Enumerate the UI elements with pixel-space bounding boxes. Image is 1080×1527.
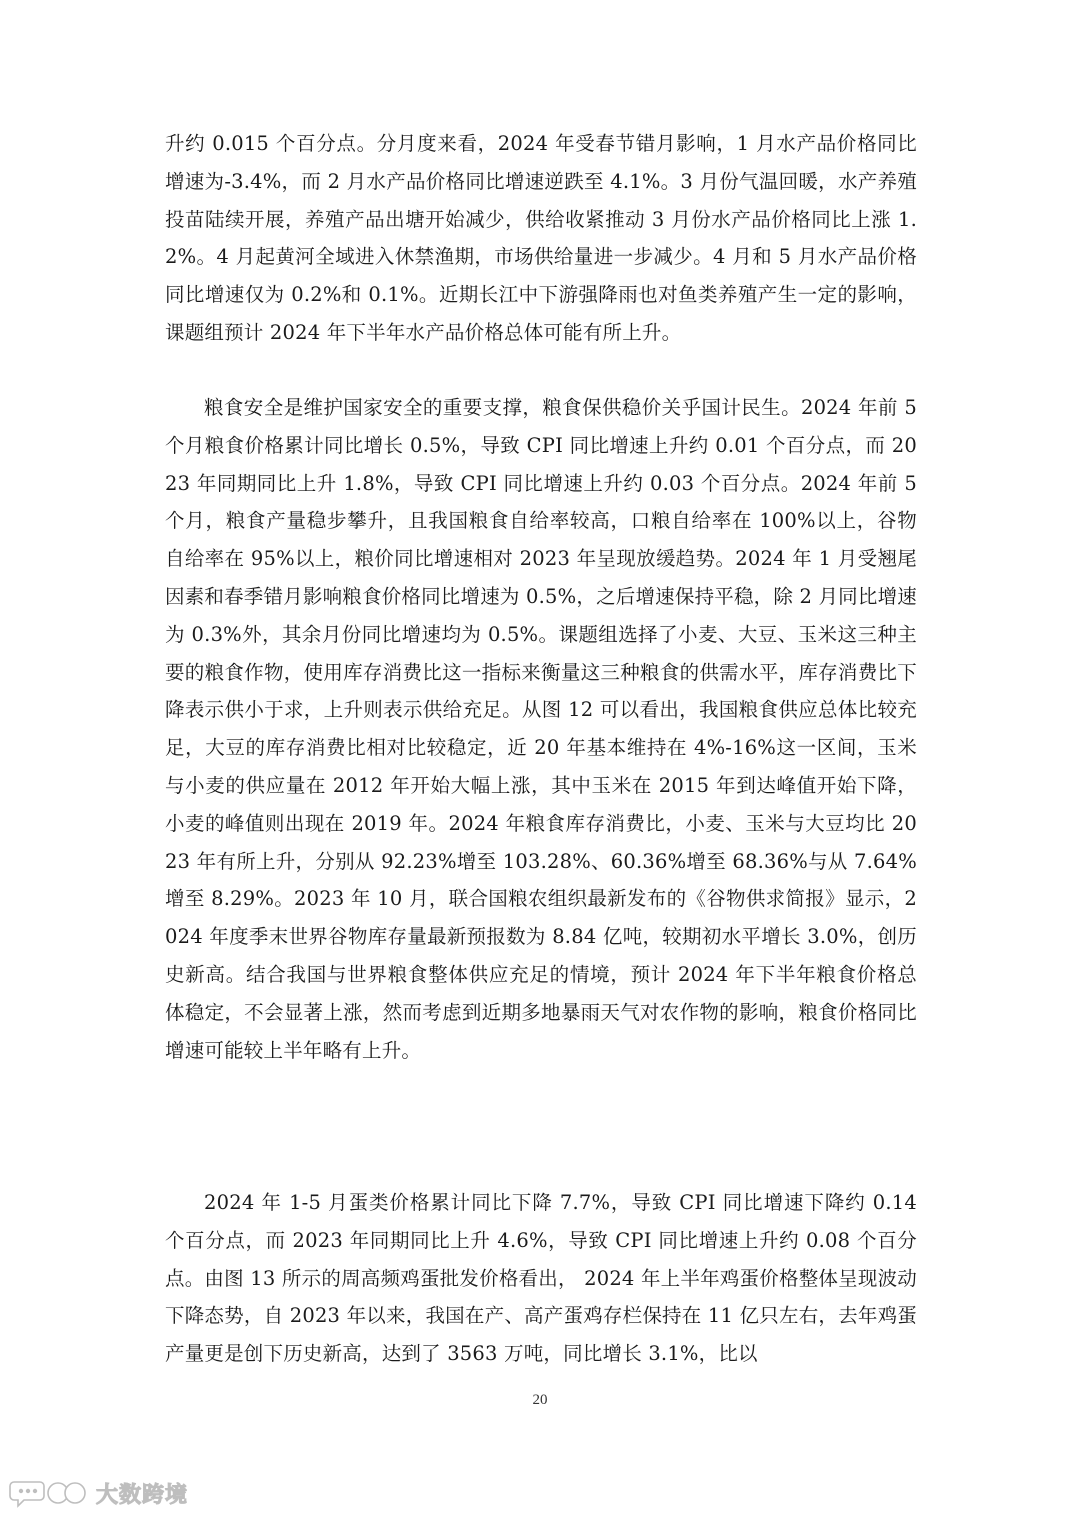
paragraph-egg-prices: 2024 年 1-5 月蛋类价格累计同比下降 7.7%，导致 CPI 同比增速下降约 0.14 个百分点，而 2023 年同期同比上升 4.6%，导致 CPI 同比增速上升约 0.08 个百分点。由图 13 所示的周高频鸡蛋批发价格看出， 2024 年上半年鸡蛋价格整体呈现波动下降态势，自 2023 年以来，我国在产、高产蛋鸡存栏保持在 11 亿只左右，去年鸡蛋产量更是创下历史新高，达到了 3563 万吨，同比增长 3.1%，比以 [165, 1191, 917, 1366]
watermark-text: 大数跨境 [96, 1482, 189, 1508]
speech-bubble-logo-icon [8, 1478, 90, 1508]
paragraph-aquatic-products: 升约 0.015 个百分点。分月度来看，2024 年受春节错月影响，1 月水产品价格同比增速为-3.4%，而 2 月水产品价格同比增速逆跌至 4.1%。3 月份气温回暖，水产养殖投苗陆续开展，养殖产品出塘开始减少，供给收紧推动 3 月份水产品价格同比上涨 1.2%。4 月起黄河全域进入休禁渔期，市场供给量进一步减少。4 月和 5 月水产品价格同比增速仅为 0.2%和 0.1%。近期长江中下游强降雨也对鱼类养殖产生一定的影响，课题组预计 2024 年下半年水产品价格总体可能有所上升。 [165, 132, 917, 344]
paragraph-grain-security: 粮食安全是维护国家安全的重要支撑，粮食保供稳价关乎国计民生。2024 年前 5 个月粮食价格累计同比增长 0.5%，导致 CPI 同比增速上升约 0.01 个百分点，而 2023 年同期同比上升 1.8%，导致 CPI 同比增速上升约 0.03 个百分点。2024 年前 5 个月，粮食产量稳步攀升，且我国粮食自给率较高，口粮自给率在 100%以上，谷物自给率在 95%以上，粮价同比增速相对 2023 年呈现放缓趋势。2024 年 1 月受翘尾因素和春季错月影响粮食价格同比增速为 0.5%，之后增速保持平稳，除 2 月同比增速为 0.3%外，其余月份同比增速均为 0.5%。课题组选择了小麦、大豆、玉米这三种主要的粮食作物，使用库存消费比这一指标来衡量这三种粮食的供需水平，库存消费比下降表示供小于求，上升则表示供给充足。从图 12 可以看出，我国粮食供应总体比较充足，大豆的库存消费比相对比较稳定，近 20 年基本维持在 4%-16%这一区间，玉米与小麦的供应量在 2012 年开始大幅上涨，其中玉米在 2015 年到达峰值开始下降，小麦的峰值则出现在 2019 年。2024 年粮食库存消费比，小麦、玉米与大豆均比 2023 年有所上升，分别从 92.23%增至 103.28%、60.36%增至 68.36%与从 7.64%增至 8.29%。2023 年 10 月，联合国粮农组织最新发布的《谷物供求简报》显示，2024 年度季末世界谷物库存量最新预报数为 8.84 亿吨，较期初水平增长 3.0%，创历史新高。结合我国与世界粮食整体供应充足的情境，预计 2024 年下半年粮食价格总体稳定，不会显著上涨，然而考虑到近期多地暴雨天气对农作物的影响，粮食价格同比增速可能较上半年略有上升。 [165, 396, 917, 1062]
watermark [8, 1476, 188, 1510]
page-number: 20 [532, 1392, 548, 1408]
